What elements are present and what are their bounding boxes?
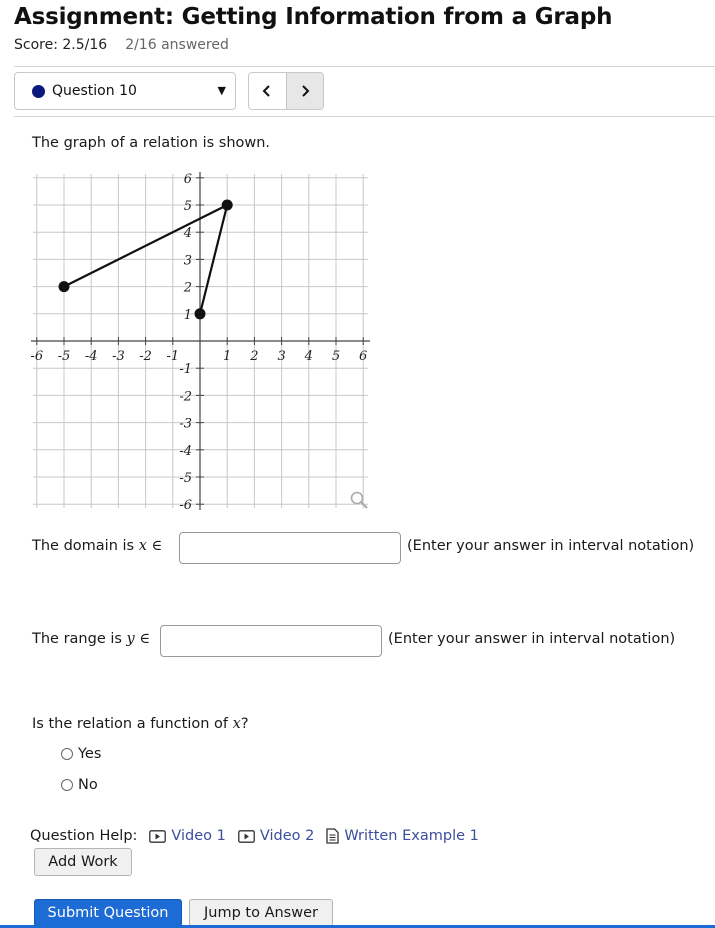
function-question-end: ? <box>240 716 249 732</box>
domain-symbol: ∈ <box>151 538 163 554</box>
radio-no[interactable] <box>61 779 73 791</box>
relation-point <box>195 308 206 319</box>
function-variable: x <box>232 716 241 732</box>
range-symbol: ∈ <box>139 631 151 647</box>
video-1-label: Video 1 <box>171 828 226 844</box>
x-tick-label: -1 <box>166 349 180 364</box>
add-work-button[interactable]: Add Work <box>34 848 132 876</box>
jump-to-answer-button[interactable]: Jump to Answer <box>189 899 333 927</box>
question-nav <box>248 72 324 110</box>
y-tick-label: -5 <box>179 471 192 486</box>
x-tick-label: -5 <box>57 349 71 364</box>
previous-question-button[interactable] <box>249 73 287 109</box>
range-input[interactable] <box>160 625 382 657</box>
y-tick-label: -4 <box>179 443 192 459</box>
range-variable: y <box>126 631 135 647</box>
next-question-button[interactable] <box>287 73 324 109</box>
y-tick-label: 3 <box>183 253 192 269</box>
y-tick-label: -3 <box>179 416 192 432</box>
x-tick-label: -3 <box>112 349 125 364</box>
score-line <box>14 37 229 53</box>
domain-input[interactable] <box>179 532 401 564</box>
written-example-label: Written Example 1 <box>344 828 479 844</box>
video-2-label: Video 2 <box>259 828 315 844</box>
y-tick-label: -2 <box>179 389 192 405</box>
x-tick-label: -2 <box>139 349 152 364</box>
answered-count: 2/16 answered <box>125 37 229 53</box>
question-prompt: The graph of a relation is shown. <box>32 135 271 151</box>
magnify-icon[interactable] <box>352 493 368 509</box>
range-prompt <box>32 631 150 647</box>
y-tick-label: 1 <box>183 307 192 323</box>
video-2-link[interactable] <box>238 828 314 844</box>
chevron-right-icon <box>300 84 310 98</box>
assignment-title: Assignment: Getting Information from a Graph <box>14 4 613 30</box>
video-1-link[interactable] <box>149 828 225 844</box>
option-yes-label[interactable]: Yes <box>78 746 102 762</box>
divider-top <box>14 66 715 67</box>
x-tick-label: 1 <box>223 349 232 364</box>
x-tick-label: -4 <box>84 349 98 364</box>
score-text: Score: 2.5/16 <box>14 37 108 53</box>
written-example-link[interactable] <box>326 828 479 844</box>
submit-question-button[interactable]: Submit Question <box>34 899 182 927</box>
y-tick-label: 2 <box>183 280 192 296</box>
domain-variable: x <box>138 538 147 554</box>
domain-lead: The domain is <box>32 538 135 554</box>
x-tick-label: 6 <box>359 349 368 364</box>
relation-point <box>222 200 233 211</box>
x-tick-label: -6 <box>30 349 44 364</box>
question-select-label: Question 10 <box>52 83 137 99</box>
divider-question <box>14 116 715 117</box>
range-hint: (Enter your answer in interval notation) <box>388 631 676 647</box>
y-tick-label: 6 <box>183 171 192 187</box>
document-icon <box>326 828 339 844</box>
domain-hint: (Enter your answer in interval notation) <box>407 538 695 554</box>
function-question <box>32 716 249 732</box>
relation-point <box>59 281 70 292</box>
option-no-label[interactable]: No <box>78 777 98 793</box>
y-tick-label: -6 <box>179 498 192 514</box>
y-tick-label: 4 <box>183 226 192 242</box>
question-select[interactable] <box>14 72 236 110</box>
x-tick-label: 4 <box>304 349 313 364</box>
y-tick-label: -1 <box>179 362 192 378</box>
function-question-lead: Is the relation a function of <box>32 716 229 732</box>
y-tick-label: 5 <box>183 199 192 214</box>
domain-prompt <box>32 538 162 554</box>
video-icon <box>238 830 255 843</box>
chevron-left-icon <box>262 84 272 98</box>
video-icon <box>149 830 166 843</box>
x-tick-label: 2 <box>250 349 259 364</box>
question-help-label: Question Help: <box>30 828 138 844</box>
x-tick-label: 3 <box>277 349 286 364</box>
x-tick-label: 5 <box>331 349 341 364</box>
range-lead: The range is <box>32 631 122 647</box>
question-status-dot <box>32 85 45 98</box>
dropdown-caret-icon: ▼ <box>217 84 226 97</box>
relation-graph <box>25 168 375 518</box>
radio-yes[interactable] <box>61 748 73 760</box>
question-help <box>30 828 491 844</box>
